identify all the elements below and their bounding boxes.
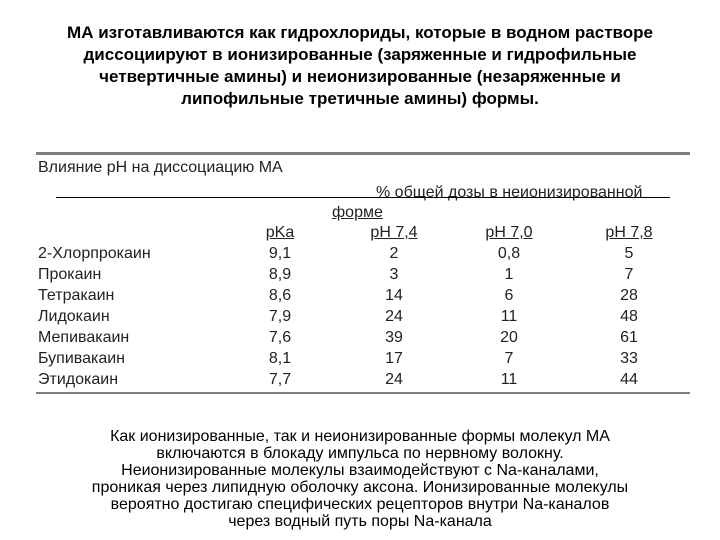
drug-name-cell: Мепивакаин	[38, 329, 130, 346]
ph78-cell: 28	[620, 287, 638, 304]
ph74-cell: 24	[385, 371, 403, 388]
heading-line: четвертичные амины) и неионизированные (незаряженные и	[99, 67, 621, 86]
dissociation-table	[36, 222, 692, 390]
ph74-cell: 17	[385, 350, 403, 367]
column-header-pka: pKa	[265, 224, 295, 241]
group-caption-line1: % общей дозы в неионизированной	[376, 184, 643, 201]
ph78-cell: 33	[620, 350, 638, 367]
table-row	[36, 348, 692, 369]
drug-name-cell: Бупивакаин	[38, 350, 125, 367]
table-row	[36, 369, 692, 390]
group-caption-line2: форме	[332, 204, 383, 221]
table-group-header	[36, 178, 690, 222]
footer-line: вероятно достигаю специфических рецепторов внутри Na-каналов	[110, 496, 610, 513]
pka-cell: 9,1	[268, 245, 292, 262]
column-header-ph70: pH 7,0	[485, 224, 533, 241]
drug-name-cell: 2-Хлорпрокаин	[38, 245, 151, 262]
ph74-cell: 14	[385, 287, 403, 304]
footer-line: Как ионизированные, так и неионизированные формы молекул МА	[110, 428, 610, 445]
ph70-cell: 7	[504, 350, 514, 367]
pka-cell: 7,9	[268, 308, 292, 325]
ph74-cell: 2	[389, 245, 399, 262]
footer-line: проникая через липидную оболочку аксона. Ионизированные молекулы	[91, 479, 629, 496]
group-header-caption	[332, 180, 662, 226]
column-header-name	[36, 222, 224, 243]
ph70-cell: 11	[500, 308, 518, 325]
ph70-cell: 0,8	[497, 245, 521, 262]
table-row	[36, 243, 692, 264]
footer-text	[40, 428, 680, 530]
footer-line: включаются в блокаду импульса по нервному волокну.	[156, 445, 564, 462]
table-row	[36, 327, 692, 348]
ph70-cell: 1	[504, 266, 514, 283]
column-header-ph74: pH 7,4	[370, 224, 418, 241]
table-bottom-rule	[36, 392, 690, 394]
heading-line: МА изготавливаются как гидрохлориды, которые в водном растворе	[67, 23, 653, 42]
pka-cell: 8,6	[268, 287, 292, 304]
heading-text	[20, 22, 700, 110]
pka-cell: 7,7	[268, 371, 292, 388]
ph70-cell: 6	[504, 287, 514, 304]
table-title: Влияние pH на диссоциацию МА	[38, 159, 283, 176]
pka-cell: 7,6	[268, 329, 292, 346]
ph78-cell: 7	[624, 266, 634, 283]
heading-line: диссоциируют в ионизированные (заряженные и гидрофильные	[83, 45, 637, 64]
drug-name-cell: Этидокаин	[38, 371, 119, 388]
table-row	[36, 285, 692, 306]
ph70-cell: 11	[500, 371, 518, 388]
ph78-cell: 48	[620, 308, 638, 325]
ph78-cell: 61	[620, 329, 638, 346]
ph78-cell: 5	[624, 245, 634, 262]
heading-line: липофильные третичные амины) формы.	[181, 89, 539, 108]
ph78-cell: 44	[620, 371, 638, 388]
drug-name-cell: Тетракаин	[38, 287, 115, 304]
footer-line: Неионизированные молекулы взаимодействуют с Na-каналами,	[121, 462, 599, 479]
column-header-ph78: pH 7,8	[605, 224, 653, 241]
drug-name-cell: Прокаин	[38, 266, 102, 283]
ph74-cell: 3	[389, 266, 399, 283]
dissociation-table-block	[36, 152, 690, 394]
pka-cell: 8,9	[268, 266, 292, 283]
footer-line: через водный путь поры Na-канала	[228, 513, 492, 530]
drug-name-cell: Лидокаин	[38, 308, 110, 325]
pka-cell: 8,1	[268, 350, 292, 367]
ph70-cell: 20	[500, 329, 518, 346]
table-row	[36, 306, 692, 327]
ph74-cell: 24	[385, 308, 403, 325]
table-row	[36, 264, 692, 285]
ph74-cell: 39	[385, 329, 403, 346]
